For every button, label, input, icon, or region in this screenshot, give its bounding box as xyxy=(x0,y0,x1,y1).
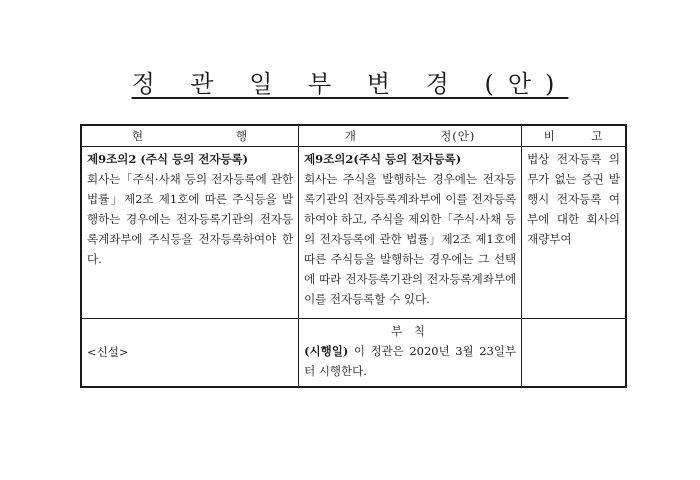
effective-date-body: 이 정관은 2020년 3월 23일부터 시행한다. xyxy=(304,344,517,378)
supplementary-cell xyxy=(299,319,522,387)
proposed-article-cell xyxy=(299,147,522,319)
header-current-part2: 행 xyxy=(235,129,249,143)
proposed-article-body: 회사는 주식을 발행하는 경우에는 전자등록기관의 전자등록계좌부에 이를 전자등록하여야 하고, 주식을 제외한「주식·사채 등의 전자등록에 관한 법률」제2조 제1호에 따른 주식등을 발행하는 경우에는 그 선택에 따라 전자등록기관의 전자등록계좌부에 이를 전자등록할 수 있다. xyxy=(304,172,517,306)
remark-cell-empty xyxy=(522,319,626,387)
current-article-body: 회사는「주식·사채 등의 전자등록에 관한 법률」제2조 제1호에 따른 주식등을 발행하는 경우에는 전자등록기관의 전자등록계좌부에 주식등을 전자등록하여야 한다. xyxy=(87,172,294,266)
effective-date-text xyxy=(304,341,516,381)
header-remark-part2: 고 xyxy=(591,129,604,143)
table-header-row xyxy=(81,125,626,147)
header-proposed-part2: 정(안) xyxy=(440,129,476,143)
table-row xyxy=(81,319,626,387)
remark-text: 법상 전자등록 의무가 없는 증권 발행시 전자등록 여부에 대한 회사의 재량부여 xyxy=(527,152,620,246)
remark-cell xyxy=(522,147,626,319)
current-new-cell xyxy=(81,319,299,387)
header-remark xyxy=(522,125,626,147)
document-title: 정 관 일 부 변 경 (안) xyxy=(131,70,569,98)
table-row xyxy=(81,147,626,319)
current-article-heading: 제9조의2 (주식 등의 전자등록) xyxy=(87,152,249,166)
new-article-marker: <신설> xyxy=(87,345,129,360)
header-proposed xyxy=(299,125,522,147)
header-current xyxy=(81,125,299,147)
supplementary-title: 부 칙 xyxy=(391,324,429,338)
amendment-table xyxy=(80,124,627,388)
header-proposed-part1: 개 xyxy=(344,129,357,143)
proposed-article-heading: 제9조의2(주식 등의 전자등록) xyxy=(304,152,462,166)
header-current-part1: 현 xyxy=(131,129,145,143)
header-remark-part1: 비 xyxy=(543,129,556,143)
current-article-cell xyxy=(81,147,299,319)
effective-date-label: (시행일) xyxy=(304,344,349,358)
